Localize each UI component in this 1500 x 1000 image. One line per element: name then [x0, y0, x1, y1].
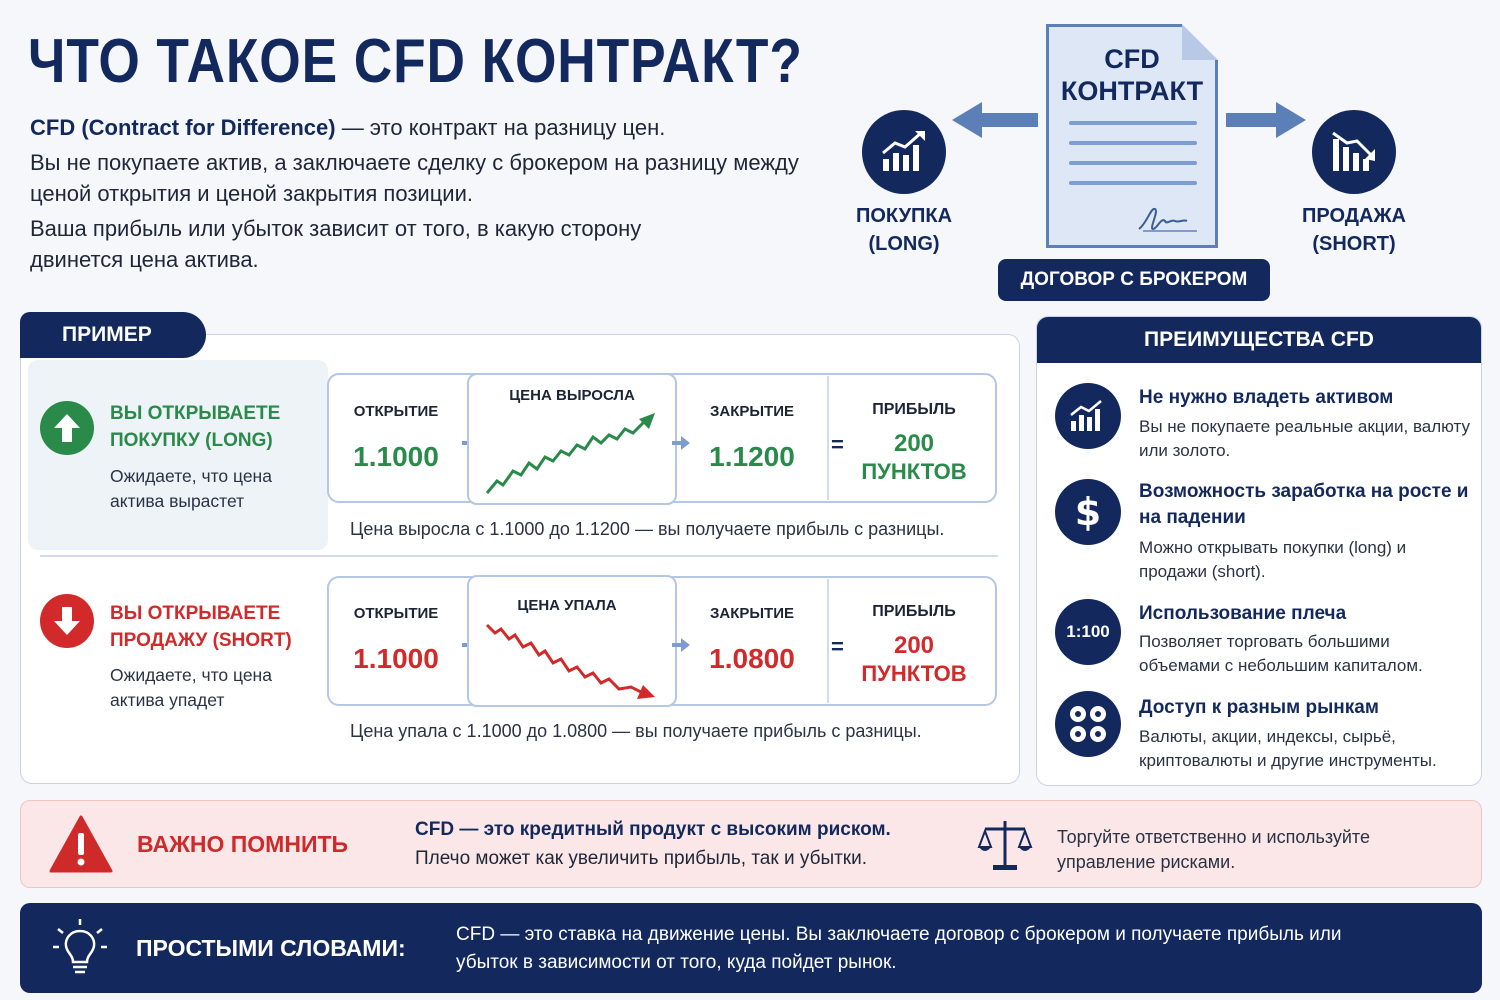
intro-line-3: Ваша прибыль или убыток зависит от того, в какую сторону двинется цена актива. [30, 216, 642, 272]
intro-highlight: CFD (Contract for Difference) [30, 115, 336, 140]
advantage-text-1: Вы не покупаете реальные акции, валюту или золото. [1139, 417, 1471, 460]
document-title-line-1: CFD [1104, 44, 1160, 74]
long-title-line-2: ПОКУПКУ (LONG) [110, 430, 273, 451]
advantage-title-3: Использование плеча [1139, 603, 1347, 624]
advantage-text-3: Позволяет торговать большими объемами с небольшим капиталом. [1139, 632, 1423, 675]
warning-triangle-icon [49, 815, 113, 873]
flow-arrow-icon [672, 638, 690, 652]
signature-icon [1137, 203, 1199, 235]
warning-text: Плечо может как увеличить прибыль, так и убытки. [415, 848, 868, 869]
short-equals: = [831, 634, 844, 659]
short-profit-label: ПРИБЫЛЬ [872, 603, 956, 620]
arrow-right-icon [1226, 100, 1306, 140]
long-label-line-2: (LONG) [868, 233, 940, 255]
long-equals: = [831, 432, 844, 457]
short-chart-box [467, 575, 677, 707]
short-caption: Цена упала с 1.1000 до 1.0800 — вы получаете прибыль с разницы. [350, 721, 922, 741]
advantage-title-4: Доступ к разным рынкам [1139, 697, 1379, 718]
short-profit-value-line-2: ПУНКТОВ [861, 661, 967, 686]
long-open-label: ОТКРЫТИЕ [353, 403, 439, 420]
advantage-title-1: Не нужно владеть активом [1139, 387, 1394, 408]
scales-icon [977, 817, 1033, 873]
long-close-label: ЗАКРЫТИЕ [709, 403, 795, 420]
dollar-icon [1055, 479, 1121, 545]
document-line [1069, 161, 1197, 165]
short-label-line-2: (SHORT) [1312, 233, 1396, 255]
intro-line-1 [30, 112, 830, 143]
document-line [1069, 181, 1197, 185]
long-open-value: 1.1000 [353, 441, 439, 472]
short-close-label: ЗАКРЫТИЕ [709, 605, 795, 622]
bar-chart-up-icon [862, 110, 946, 194]
arrow-left-icon [952, 100, 1040, 140]
long-profit-value [848, 430, 980, 486]
short-title-line-1: ВЫ ОТКРЫВАЕТЕ [110, 603, 281, 624]
long-subtitle: Ожидаете, что цена актива вырастет [110, 466, 272, 511]
intro-text [30, 112, 830, 279]
simple-words-text: CFD — это ставка на движение цены. Вы заключаете договор с брокером и получаете прибыль или убыток в зависимости от того, куда пойдет рынок. [456, 924, 1342, 973]
example-row-divider [40, 555, 998, 557]
price-up-chart [483, 411, 663, 497]
intro-line-1-rest: — это контракт на разницу цен. [335, 115, 666, 140]
long-close-value: 1.1200 [709, 441, 795, 472]
long-chart-box [467, 373, 677, 505]
long-row-background [28, 360, 328, 550]
intro-line-2: Вы не покупаете актив, а заключаете сделку с брокером на разницу между ценой открытия и ценой закрытия позиции. [30, 150, 799, 206]
page-title: ЧТО ТАКОЕ CFD КОНТРАКТ? [28, 27, 803, 96]
contract-document [1046, 24, 1218, 248]
example-tab: ПРИМЕР [20, 312, 206, 358]
short-label [1274, 202, 1434, 258]
advantage-text-4: Валюты, акции, индексы, сырьё, криптовалюты и другие инструменты. [1139, 727, 1437, 770]
price-up-line [487, 421, 645, 493]
leverage-icon-text: 1:100 [1066, 622, 1110, 641]
warning-bold-text: CFD — это кредитный продукт с высоким риском. [415, 819, 891, 840]
short-profit-value [848, 632, 980, 688]
short-open-value: 1.1000 [353, 643, 439, 674]
document-line [1069, 121, 1197, 125]
long-profit-value-line-1: 200 [893, 430, 935, 457]
arrow-up-circle-icon [40, 401, 94, 455]
bar-chart-down-icon [1312, 110, 1396, 194]
flow-arrow-icon [672, 436, 690, 450]
simple-words-banner [20, 903, 1482, 993]
long-label-line-1: ПОКУПКА [855, 205, 953, 227]
markets-icon [1055, 691, 1121, 757]
leverage-icon [1055, 599, 1121, 665]
long-caption: Цена выросла с 1.1000 до 1.1200 — вы получаете прибыль с разницы. [350, 519, 945, 539]
short-chart-label: ЦЕНА УПАЛА [517, 597, 617, 614]
cell-divider [827, 376, 829, 500]
short-subtitle: Ожидаете, что цена актива упадет [110, 665, 272, 710]
long-label [824, 202, 984, 258]
advantages-title: ПРЕИМУЩЕСТВА CFD [1037, 317, 1481, 363]
warning-label: ВАЖНО ПОМНИТЬ [137, 831, 349, 857]
growth-chart-icon [1055, 383, 1121, 449]
warning-banner [20, 800, 1482, 888]
advantage-title-2: Возможность заработка на росте и на падении [1139, 481, 1469, 528]
broker-badge: ДОГОВОР С БРОКЕРОМ [998, 259, 1270, 301]
price-down-line [487, 625, 643, 693]
short-title-line-2: ПРОДАЖУ (SHORT) [110, 630, 292, 651]
long-title-line-1: ВЫ ОТКРЫВАЕТЕ [110, 403, 281, 424]
lightbulb-icon [52, 917, 108, 979]
long-profit-value-line-2: ПУНКТОВ [861, 459, 967, 484]
short-close-value: 1.0800 [709, 643, 795, 674]
warning-right-text: Торгуйте ответственно и используйте управление рисками. [1057, 827, 1370, 872]
document-line [1069, 141, 1197, 145]
short-title [110, 600, 320, 654]
short-open-label: ОТКРЫТИЕ [353, 605, 439, 622]
advantages-panel [1036, 316, 1482, 786]
short-profit-value-line-1: 200 [893, 632, 935, 659]
long-chart-label: ЦЕНА ВЫРОСЛА [509, 387, 635, 404]
simple-words-label: ПРОСТЫМИ СЛОВАМИ: [136, 935, 406, 961]
arrow-down-circle-icon [40, 594, 94, 648]
long-profit-label: ПРИБЫЛЬ [872, 401, 956, 418]
long-title [110, 400, 320, 454]
price-down-chart [483, 621, 663, 701]
short-label-line-1: ПРОДАЖА [1302, 205, 1406, 227]
document-title [1049, 43, 1215, 107]
advantage-text-2: Можно открывать покупки (long) и продажи (short). [1139, 538, 1407, 581]
document-title-line-2: КОНТРАКТ [1060, 76, 1204, 106]
cell-divider [827, 579, 829, 703]
dollar-glyph: $ [1074, 490, 1102, 534]
